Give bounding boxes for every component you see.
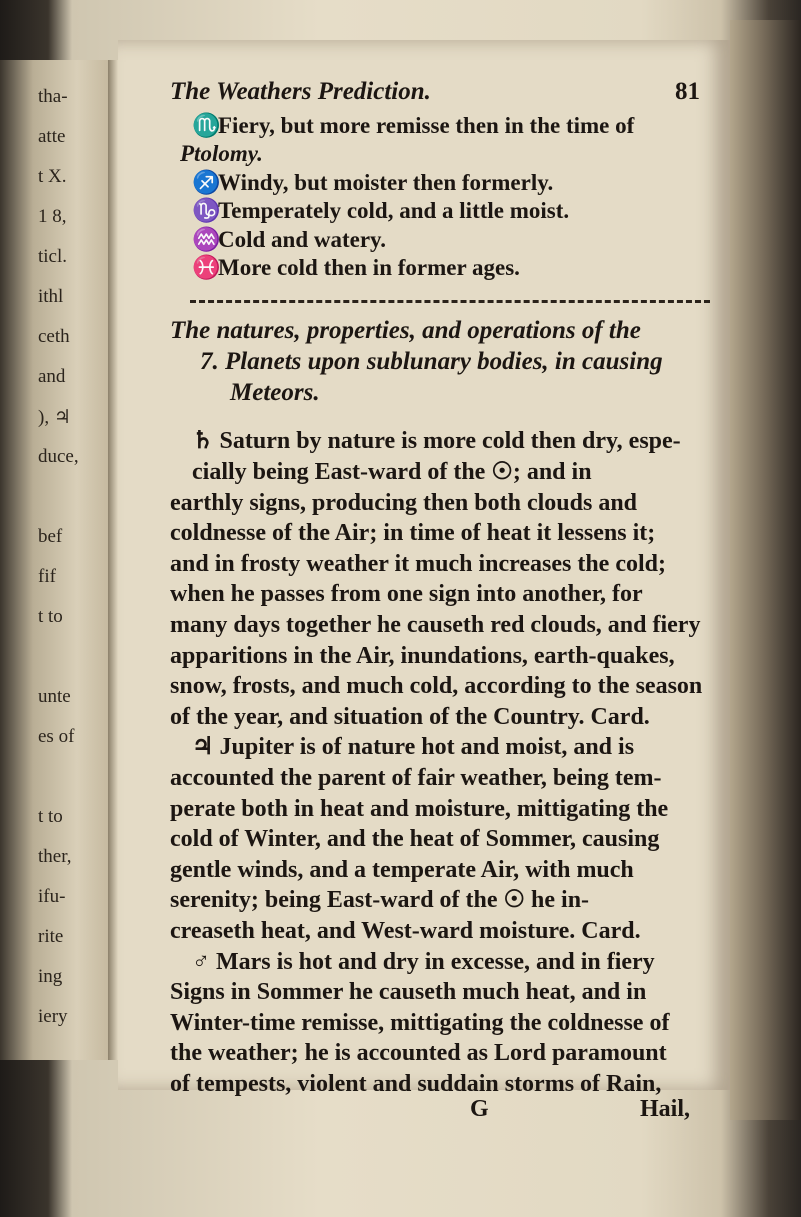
footer-line <box>170 1096 730 1123</box>
text-line: ♄ Saturn by nature is more cold then dry, espe- <box>192 428 681 455</box>
zodiac-sign-icon: ♓ <box>192 255 221 281</box>
facing-page-fragment: ticl. <box>38 246 68 267</box>
facing-page-fragment: tha- <box>38 86 68 107</box>
facing-page-fragment: atte <box>38 126 66 147</box>
sign-entry-text: Windy, but moister then formerly. <box>218 169 554 195</box>
text-line: gentle winds, and a temperate Air, with much <box>170 856 634 883</box>
heading-line: The natures, properties, and operations of the <box>170 317 641 345</box>
text-line: apparitions in the Air, inundations, earth-quakes, <box>170 642 675 669</box>
text-line: accounted the parent of fair weather, being tem- <box>170 764 662 791</box>
text-line: serenity; being East-ward of the ☉ he in- <box>170 887 590 914</box>
facing-page-fragment: ing <box>38 966 63 987</box>
facing-page-fragment: unte <box>38 686 71 707</box>
running-head <box>170 78 730 106</box>
zodiac-sign-icon: ♏ <box>192 113 221 138</box>
facing-page-fragment: ifu- <box>38 886 66 907</box>
text-line: perate both in heat and moisture, mittigating the <box>170 795 669 822</box>
text-line: and in frosty weather it much increases the cold; <box>170 550 666 577</box>
text-line: Winter-time remisse, mittigating the coldnesse of <box>170 1009 670 1036</box>
sign-entry-text: Cold and watery. <box>218 226 387 252</box>
zodiac-sign-icon: ♑ <box>192 198 221 224</box>
sign-entry-text: Fiery, but more remisse then in the time of <box>218 113 635 138</box>
facing-page-fragment: bef <box>38 526 63 547</box>
facing-page-fragment: t to <box>38 806 63 827</box>
facing-page-fragment: fif <box>38 566 56 587</box>
running-head-title: The Weathers Prediction. <box>170 78 431 105</box>
book-gutter <box>108 60 118 1060</box>
facing-page-fragment: rite <box>38 926 64 947</box>
text-line: Signs in Sommer he causeth much heat, and in <box>170 979 647 1006</box>
body-paragraphs <box>170 426 730 1099</box>
facing-page-fragment: 1 8, <box>38 206 67 227</box>
text-line: the weather; he is accounted as Lord paramount <box>170 1040 667 1067</box>
facing-page-fragment: ther, <box>38 846 72 867</box>
zodiac-sign-icon: ♐ <box>192 169 221 195</box>
zodiac-sign-icon: ♒ <box>192 226 221 252</box>
page-number: 81 <box>675 78 700 105</box>
facing-page-fragment: ceth <box>38 326 70 347</box>
section-heading <box>170 315 730 408</box>
facing-page-fragment: ), ♃ <box>38 407 71 428</box>
text-line: cold of Winter, and the heat of Sommer, causing <box>170 826 660 853</box>
page-text <box>170 78 730 1123</box>
sign-entry <box>170 169 730 197</box>
sign-entry <box>170 226 730 254</box>
text-line: of the year, and situation of the Country. Card. <box>170 703 650 730</box>
sign-entry <box>170 112 730 140</box>
text-line: many days together he causeth red clouds, and fiery <box>170 612 701 638</box>
text-line: ♃ Jupiter is of nature hot and moist, and is <box>192 734 635 761</box>
facing-page-fragment: ithl <box>38 286 64 307</box>
sign-table <box>170 112 730 282</box>
text-line: creaseth heat, and West-ward moisture. Card. <box>170 917 641 944</box>
facing-page-edge <box>0 60 110 1060</box>
text-line: snow, frosts, and much cold, according to the season <box>170 673 703 700</box>
section-divider <box>190 300 710 303</box>
heading-line: Meteors. <box>230 379 320 407</box>
sign-entry-text: More cold then in former ages. <box>218 255 520 281</box>
sign-entry <box>170 254 730 282</box>
catchword: Hail, <box>639 1095 690 1122</box>
facing-page-fragment: duce, <box>38 446 79 467</box>
facing-page-fragment: t X. <box>38 166 67 187</box>
text-line: coldnesse of the Air; in time of heat it lessens it; <box>170 520 656 547</box>
facing-page-fragment: iery <box>38 1006 68 1027</box>
facing-page-fragment: es of <box>38 726 75 747</box>
text-line: ♂ Mars is hot and dry in excesse, and in fiery <box>192 948 655 975</box>
text-line: earthly signs, producing then both clouds and <box>170 489 638 516</box>
signature-mark: G <box>470 1095 489 1122</box>
text-line: cially being East-ward of the ☉; and in <box>192 459 592 486</box>
sign-entry <box>170 197 730 225</box>
sign-entry <box>170 140 730 168</box>
text-line: when he passes from one sign into another, for <box>170 581 643 608</box>
facing-page-fragment: and <box>38 366 66 387</box>
sign-entry-text: Ptolomy. <box>180 141 263 167</box>
page-edge-shadow <box>730 20 801 1120</box>
sign-entry-text: Temperately cold, and a little moist. <box>218 198 570 224</box>
text-line: of tempests, violent and suddain storms of Rain, <box>170 1070 662 1097</box>
facing-page-fragment: t to <box>38 606 63 627</box>
heading-line: 7. Planets upon sublunary bodies, in causing <box>200 348 663 376</box>
